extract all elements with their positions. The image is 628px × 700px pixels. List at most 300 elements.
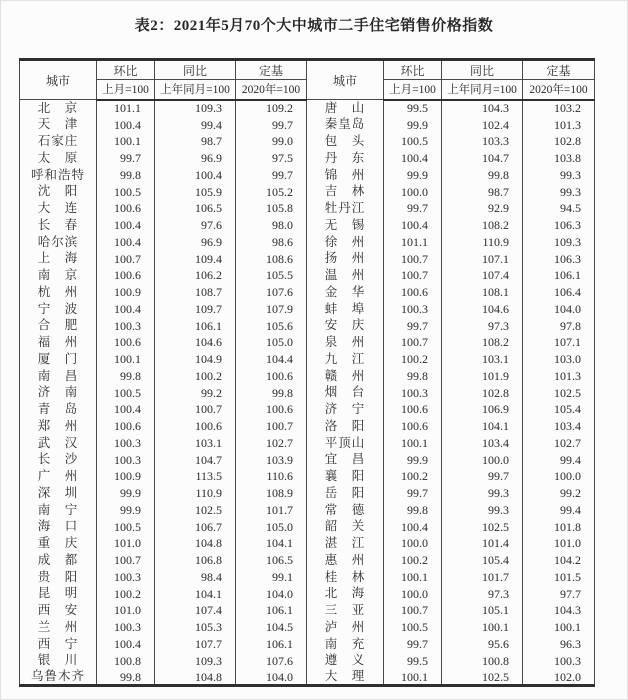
- city-cell: 天 津: [20, 116, 97, 133]
- fixed-base-value: 97.8: [523, 317, 595, 334]
- city-cell: 泸 州: [307, 619, 384, 636]
- fixed-base-value: 105.2: [236, 183, 307, 200]
- yoy-value: 108.7: [155, 284, 236, 301]
- city-cell: 昆 明: [20, 585, 97, 602]
- city-cell: 沈 阳: [20, 183, 97, 200]
- fixed-base-value: 99.3: [523, 183, 595, 200]
- yoy-value: 99.8: [442, 167, 523, 184]
- mom-value: 100.5: [97, 183, 155, 200]
- mom-value: 99.7: [97, 150, 155, 167]
- city-cell: 哈尔滨: [20, 234, 97, 251]
- city-cell: 泉 州: [307, 334, 384, 351]
- fixed-base-value: 106.1: [236, 602, 307, 619]
- yoy-value: 100.1: [442, 619, 523, 636]
- mom-value: 99.8: [97, 167, 155, 184]
- fixed-base-value: 102.7: [523, 435, 595, 452]
- table-row: [20, 133, 595, 150]
- table-row: [20, 451, 595, 468]
- mom-value: 99.8: [97, 368, 155, 385]
- city-cell: 安 庆: [307, 317, 384, 334]
- city-cell: 三 亚: [307, 602, 384, 619]
- yoy-value: 97.3: [442, 585, 523, 602]
- header-fixedbase-right: 定基: [523, 60, 595, 80]
- yoy-value: 100.8: [442, 652, 523, 669]
- city-cell: 赣 州: [307, 368, 384, 385]
- yoy-value: 106.8: [155, 552, 236, 569]
- table-row: [20, 468, 595, 485]
- yoy-value: 109.4: [155, 250, 236, 267]
- fixed-base-value: 97.7: [523, 585, 595, 602]
- table-row: [20, 435, 595, 452]
- table-header: [20, 60, 595, 100]
- mom-value: 100.7: [384, 267, 442, 284]
- yoy-value: 106.1: [155, 317, 236, 334]
- fixed-base-value: 96.3: [523, 636, 595, 653]
- table-row: [20, 384, 595, 401]
- city-cell: 襄 阳: [307, 468, 384, 485]
- mom-value: 99.8: [97, 669, 155, 686]
- fixed-base-value: 105.0: [236, 518, 307, 535]
- mom-value: 99.7: [384, 636, 442, 653]
- yoy-value: 97.3: [442, 317, 523, 334]
- fixed-base-value: 101.7: [236, 502, 307, 519]
- mom-value: 100.0: [384, 535, 442, 552]
- yoy-value: 100.7: [155, 401, 236, 418]
- city-cell: 桂 林: [307, 569, 384, 586]
- city-cell: 韶 关: [307, 518, 384, 535]
- fixed-base-value: 106.3: [523, 250, 595, 267]
- subheader-yoy-base-left: 上年同月=100: [155, 80, 236, 100]
- table-row: [20, 234, 595, 251]
- table-row: [20, 267, 595, 284]
- city-cell: 徐 州: [307, 234, 384, 251]
- table-row: [20, 569, 595, 586]
- table-row: [20, 217, 595, 234]
- mom-value: 100.7: [97, 250, 155, 267]
- mom-value: 100.7: [384, 602, 442, 619]
- mom-value: 100.9: [97, 468, 155, 485]
- mom-value: 100.4: [97, 116, 155, 133]
- yoy-value: 107.7: [155, 636, 236, 653]
- city-cell: 丹 东: [307, 150, 384, 167]
- yoy-value: 100.4: [155, 167, 236, 184]
- subheader-yoy-base-right: 上年同月=100: [442, 80, 523, 100]
- table-row: [20, 619, 595, 636]
- fixed-base-value: 101.3: [523, 116, 595, 133]
- table-row: [20, 401, 595, 418]
- table-row: [20, 585, 595, 602]
- table-row: [20, 301, 595, 318]
- yoy-value: 99.4: [155, 116, 236, 133]
- city-cell: 惠 州: [307, 552, 384, 569]
- table-row: [20, 183, 595, 200]
- yoy-value: 103.4: [442, 435, 523, 452]
- fixed-base-value: 100.6: [236, 368, 307, 385]
- mom-value: 100.3: [97, 317, 155, 334]
- city-cell: 扬 州: [307, 250, 384, 267]
- yoy-value: 104.1: [155, 585, 236, 602]
- city-cell: 常 德: [307, 502, 384, 519]
- fixed-base-value: 109.3: [523, 234, 595, 251]
- mom-value: 101.0: [97, 535, 155, 552]
- fixed-base-value: 99.0: [236, 133, 307, 150]
- table-row: [20, 535, 595, 552]
- fixed-base-value: 104.0: [236, 585, 307, 602]
- fixed-base-value: 109.2: [236, 100, 307, 117]
- yoy-value: 104.7: [155, 451, 236, 468]
- yoy-value: 104.9: [155, 351, 236, 368]
- city-cell: 乌鲁木齐: [20, 669, 97, 686]
- mom-value: 100.4: [384, 150, 442, 167]
- table-row: [20, 116, 595, 133]
- yoy-value: 105.1: [442, 602, 523, 619]
- yoy-value: 102.4: [442, 116, 523, 133]
- header-fixedbase-left: 定基: [236, 60, 307, 80]
- fixed-base-value: 106.5: [236, 552, 307, 569]
- fixed-base-value: 98.6: [236, 234, 307, 251]
- city-cell: 北 海: [307, 585, 384, 602]
- mom-value: 100.0: [384, 183, 442, 200]
- mom-value: 99.8: [384, 368, 442, 385]
- mom-value: 100.3: [97, 569, 155, 586]
- fixed-base-value: 100.6: [236, 401, 307, 418]
- city-cell: 宜 昌: [307, 451, 384, 468]
- table-row: [20, 669, 595, 686]
- yoy-value: 97.6: [155, 217, 236, 234]
- mom-value: 100.3: [97, 451, 155, 468]
- mom-value: 99.5: [384, 652, 442, 669]
- city-cell: 西 安: [20, 602, 97, 619]
- table-row: [20, 368, 595, 385]
- table-row: [20, 167, 595, 184]
- table-row: [20, 552, 595, 569]
- city-cell: 遵 义: [307, 652, 384, 669]
- table-row: [20, 652, 595, 669]
- table-row: [20, 334, 595, 351]
- fixed-base-value: 107.1: [523, 334, 595, 351]
- table-row: [20, 100, 595, 117]
- table-row: [20, 150, 595, 167]
- fixed-base-value: 101.0: [523, 535, 595, 552]
- city-cell: 太 原: [20, 150, 97, 167]
- fixed-base-value: 107.9: [236, 301, 307, 318]
- yoy-value: 99.2: [155, 384, 236, 401]
- mom-value: 100.0: [384, 585, 442, 602]
- subheader-mom-base-left: 上月=100: [97, 80, 155, 100]
- city-cell: 贵 阳: [20, 569, 97, 586]
- table-row: [20, 636, 595, 653]
- city-cell: 长 沙: [20, 451, 97, 468]
- yoy-value: 113.5: [155, 468, 236, 485]
- mom-value: 99.8: [384, 502, 442, 519]
- yoy-value: 100.2: [155, 368, 236, 385]
- fixed-base-value: 105.6: [236, 317, 307, 334]
- city-cell: 湛 江: [307, 535, 384, 552]
- city-cell: 南 京: [20, 267, 97, 284]
- yoy-value: 103.1: [155, 435, 236, 452]
- fixed-base-value: 99.2: [523, 485, 595, 502]
- city-cell: 海 口: [20, 518, 97, 535]
- city-cell: 福 州: [20, 334, 97, 351]
- yoy-value: 110.9: [442, 234, 523, 251]
- city-cell: 唐 山: [307, 100, 384, 117]
- mom-value: 100.2: [384, 468, 442, 485]
- city-cell: 吉 林: [307, 183, 384, 200]
- mom-value: 100.4: [97, 636, 155, 653]
- yoy-value: 101.9: [442, 368, 523, 385]
- mom-value: 100.8: [97, 652, 155, 669]
- mom-value: 100.2: [97, 585, 155, 602]
- mom-value: 101.0: [97, 602, 155, 619]
- fixed-base-value: 101.5: [523, 569, 595, 586]
- fixed-base-value: 99.4: [523, 451, 595, 468]
- city-cell: 银 川: [20, 652, 97, 669]
- yoy-value: 102.8: [442, 384, 523, 401]
- city-cell: 洛 阳: [307, 418, 384, 435]
- fixed-base-value: 107.6: [236, 284, 307, 301]
- mom-value: 100.6: [97, 267, 155, 284]
- fixed-base-value: 100.3: [523, 652, 595, 669]
- header-yoy-left: 同比: [155, 60, 236, 80]
- fixed-base-value: 101.8: [523, 518, 595, 535]
- city-cell: 南 充: [307, 636, 384, 653]
- yoy-value: 104.3: [442, 100, 523, 117]
- fixed-base-value: 105.0: [236, 334, 307, 351]
- table-row: [20, 518, 595, 535]
- mom-value: 100.4: [97, 217, 155, 234]
- mom-value: 100.1: [384, 669, 442, 686]
- yoy-value: 104.8: [155, 669, 236, 686]
- table-row: [20, 602, 595, 619]
- mom-value: 100.4: [97, 234, 155, 251]
- yoy-value: 108.1: [442, 284, 523, 301]
- fixed-base-value: 99.7: [236, 167, 307, 184]
- fixed-base-value: 99.4: [523, 502, 595, 519]
- fixed-base-value: 99.8: [236, 384, 307, 401]
- city-cell: 成 都: [20, 552, 97, 569]
- city-cell: 北 京: [20, 100, 97, 117]
- fixed-base-value: 99.7: [236, 116, 307, 133]
- city-cell: 兰 州: [20, 619, 97, 636]
- fixed-base-value: 99.1: [236, 569, 307, 586]
- yoy-value: 105.9: [155, 183, 236, 200]
- mom-value: 101.1: [97, 100, 155, 117]
- mom-value: 99.9: [384, 167, 442, 184]
- subheader-fixed-base-left: 2020年=100: [236, 80, 307, 100]
- yoy-value: 109.3: [155, 652, 236, 669]
- city-cell: 重 庆: [20, 535, 97, 552]
- mom-value: 100.5: [384, 619, 442, 636]
- mom-value: 100.1: [97, 351, 155, 368]
- yoy-value: 106.5: [155, 200, 236, 217]
- fixed-base-value: 103.0: [523, 351, 595, 368]
- table-row: [20, 284, 595, 301]
- fixed-base-value: 102.7: [236, 435, 307, 452]
- fixed-base-value: 110.6: [236, 468, 307, 485]
- yoy-value: 101.4: [442, 535, 523, 552]
- header-city-left: 城市: [20, 60, 97, 100]
- mom-value: 99.9: [97, 485, 155, 502]
- yoy-value: 104.8: [155, 535, 236, 552]
- mom-value: 100.6: [97, 334, 155, 351]
- mom-value: 100.3: [384, 301, 442, 318]
- city-cell: 温 州: [307, 267, 384, 284]
- price-index-table: [19, 58, 595, 687]
- city-cell: 上 海: [20, 250, 97, 267]
- fixed-base-value: 104.0: [236, 669, 307, 686]
- mom-value: 99.7: [384, 200, 442, 217]
- city-cell: 金 华: [307, 284, 384, 301]
- yoy-value: 106.2: [155, 267, 236, 284]
- yoy-value: 101.7: [442, 569, 523, 586]
- yoy-value: 102.5: [155, 502, 236, 519]
- mom-value: 99.9: [97, 502, 155, 519]
- yoy-value: 98.7: [155, 133, 236, 150]
- yoy-value: 109.7: [155, 301, 236, 318]
- table-row: [20, 418, 595, 435]
- fixed-base-value: 104.1: [236, 535, 307, 552]
- yoy-value: 103.1: [442, 351, 523, 368]
- fixed-base-value: 106.3: [523, 217, 595, 234]
- city-cell: 无 锡: [307, 217, 384, 234]
- mom-value: 100.7: [384, 250, 442, 267]
- fixed-base-value: 106.1: [236, 636, 307, 653]
- yoy-value: 102.5: [442, 669, 523, 686]
- yoy-value: 108.2: [442, 334, 523, 351]
- city-cell: 济 宁: [307, 401, 384, 418]
- mom-value: 100.6: [97, 418, 155, 435]
- city-cell: 杭 州: [20, 284, 97, 301]
- mom-value: 100.5: [97, 384, 155, 401]
- yoy-value: 100.6: [155, 418, 236, 435]
- table-row: [20, 250, 595, 267]
- fixed-base-value: 106.1: [523, 267, 595, 284]
- header-city-right: 城市: [307, 60, 384, 100]
- city-cell: 牡丹江: [307, 200, 384, 217]
- city-cell: 厦 门: [20, 351, 97, 368]
- yoy-value: 96.9: [155, 150, 236, 167]
- fixed-base-value: 104.2: [523, 552, 595, 569]
- fixed-base-value: 103.4: [523, 418, 595, 435]
- fixed-base-value: 97.5: [236, 150, 307, 167]
- city-cell: 宁 波: [20, 301, 97, 318]
- mom-value: 99.5: [384, 100, 442, 117]
- fixed-base-value: 103.8: [523, 150, 595, 167]
- mom-value: 100.9: [97, 284, 155, 301]
- yoy-value: 105.3: [155, 619, 236, 636]
- yoy-value: 106.9: [442, 401, 523, 418]
- city-cell: 蚌 埠: [307, 301, 384, 318]
- mom-value: 101.1: [384, 234, 442, 251]
- mom-value: 100.7: [384, 334, 442, 351]
- city-cell: 石家庄: [20, 133, 97, 150]
- header-mom-right: 环比: [384, 60, 442, 80]
- yoy-value: 104.6: [155, 334, 236, 351]
- mom-value: 100.3: [97, 435, 155, 452]
- mom-value: 99.9: [384, 451, 442, 468]
- yoy-value: 99.7: [442, 468, 523, 485]
- mom-value: 100.4: [384, 518, 442, 535]
- yoy-value: 103.3: [442, 133, 523, 150]
- fixed-base-value: 99.3: [523, 167, 595, 184]
- fixed-base-value: 101.3: [523, 368, 595, 385]
- table-row: [20, 351, 595, 368]
- yoy-value: 107.1: [442, 250, 523, 267]
- city-cell: 大 理: [307, 669, 384, 686]
- mom-value: 100.4: [97, 301, 155, 318]
- table-row: [20, 502, 595, 519]
- subheader-fixed-base-right: 2020年=100: [523, 80, 595, 100]
- city-cell: 秦皇岛: [307, 116, 384, 133]
- city-cell: 南 昌: [20, 368, 97, 385]
- yoy-value: 99.3: [442, 485, 523, 502]
- table-row: [20, 317, 595, 334]
- yoy-value: 99.3: [442, 502, 523, 519]
- yoy-value: 92.9: [442, 200, 523, 217]
- yoy-value: 108.2: [442, 217, 523, 234]
- city-cell: 九 江: [307, 351, 384, 368]
- city-cell: 合 肥: [20, 317, 97, 334]
- fixed-base-value: 108.6: [236, 250, 307, 267]
- yoy-value: 110.9: [155, 485, 236, 502]
- fixed-base-value: 94.5: [523, 200, 595, 217]
- city-cell: 平顶山: [307, 435, 384, 452]
- city-cell: 广 州: [20, 468, 97, 485]
- yoy-value: 98.7: [442, 183, 523, 200]
- mom-value: 99.9: [384, 116, 442, 133]
- mom-value: 100.6: [97, 200, 155, 217]
- fixed-base-value: 107.6: [236, 652, 307, 669]
- fixed-base-value: 100.0: [523, 468, 595, 485]
- header-row-main: [20, 60, 595, 80]
- yoy-value: 98.4: [155, 569, 236, 586]
- city-cell: 岳 阳: [307, 485, 384, 502]
- yoy-value: 95.6: [442, 636, 523, 653]
- mom-value: 100.2: [384, 552, 442, 569]
- fixed-base-value: 104.0: [523, 301, 595, 318]
- fixed-base-value: 98.0: [236, 217, 307, 234]
- yoy-value: 106.7: [155, 518, 236, 535]
- city-cell: 西 宁: [20, 636, 97, 653]
- mom-value: 99.7: [384, 485, 442, 502]
- mom-value: 100.6: [384, 401, 442, 418]
- mom-value: 100.3: [384, 384, 442, 401]
- city-cell: 武 汉: [20, 435, 97, 452]
- table-title: 表2：2021年5月70个大中城市二手住宅销售价格指数: [134, 18, 494, 34]
- city-cell: 长 春: [20, 217, 97, 234]
- fixed-base-value: 105.4: [523, 401, 595, 418]
- fixed-base-value: 106.4: [523, 284, 595, 301]
- yoy-value: 96.9: [155, 234, 236, 251]
- city-cell: 济 南: [20, 384, 97, 401]
- fixed-base-value: 104.5: [236, 619, 307, 636]
- mom-value: 100.6: [384, 418, 442, 435]
- city-cell: 郑 州: [20, 418, 97, 435]
- yoy-value: 107.4: [442, 267, 523, 284]
- mom-value: 100.4: [384, 217, 442, 234]
- yoy-value: 105.4: [442, 552, 523, 569]
- city-cell: 青 岛: [20, 401, 97, 418]
- fixed-base-value: 108.9: [236, 485, 307, 502]
- city-cell: 南 宁: [20, 502, 97, 519]
- mom-value: 100.4: [97, 401, 155, 418]
- city-cell: 呼和浩特: [20, 167, 97, 184]
- fixed-base-value: 104.3: [523, 602, 595, 619]
- mom-value: 100.2: [384, 351, 442, 368]
- fixed-base-value: 105.8: [236, 200, 307, 217]
- fixed-base-value: 102.8: [523, 133, 595, 150]
- city-cell: 烟 台: [307, 384, 384, 401]
